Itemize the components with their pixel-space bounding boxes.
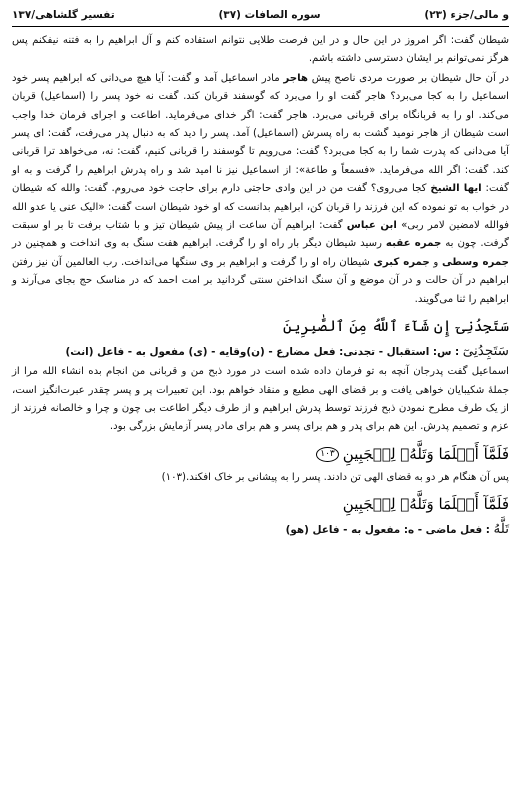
grammar-word: سَتَجِدُنِىٓ (462, 343, 509, 360)
verse-text: فَلَمَّآ أَسۡلَمَا وَتَلَّهُۥ لِلۡجَبِينِ (342, 444, 509, 463)
quran-verse-sabirin: سَتَجِدُنِىٓ إِن شَآءَ ٱللَّهُ مِنَ ٱلصَّٰبِرِينَ (283, 317, 509, 336)
story-bold-jamra-wusta: جمره وسطی (441, 256, 510, 268)
story-text-4: گفت: ابراهیم آن ساعت از پیش شیطان تیز و با شتاب برفت تا بر او سبقت گرفت. چون به (12, 220, 510, 250)
paragraph-satan-story (12, 70, 509, 309)
story-bold-jamra-kubra: جمره کبری (373, 256, 430, 268)
header-part-juz: و مالی/جزء (۲۳) (424, 9, 509, 21)
story-text-6: و (429, 256, 442, 268)
header-book-page: تفسیر گلشاهی/۱۳۷ (12, 9, 115, 21)
grammar-note-tallahu (12, 519, 509, 540)
grammar-note-tajiduni (12, 341, 509, 362)
page-header (12, 0, 509, 27)
story-bold-hajar: هاجر (283, 72, 308, 84)
story-text-3: کجا می‌روی؟ گفت من در این وادی حاجتی دارم برای حاجت خود می‌روم. گفت: والله که شیطان در خواب به تو نموده که این فرزند را قربان کن، ابراهیم بدانست که او خود شیطان است گفت: «الیک عنی یا عدو الله فوالله لامضین لامر ربی» (12, 183, 509, 232)
story-bold-ayuha-sheikh: ایها الشیخ (430, 183, 482, 195)
quran-verse-repeat: فَلَمَّآ أَسۡلَمَا وَتَلَّهُۥ لِلۡجَبِينِ (342, 495, 509, 514)
grammar-analysis: : فعل ماضی - ه: مفعول به - فاعل (هو) (285, 524, 494, 537)
paragraph-verse-translation: پس آن هنگام هر دو به قضای الهی تن دادند. پسر را به پیشانی بر خاک افکند.(۱۰۳) (161, 471, 509, 483)
story-text-5: رسید شیطان دیگر بار راه او را گرفت. ابراهیم هفت سنگ به وی انداخت و همچنین در (12, 238, 386, 250)
story-bold-jamra-aqaba: جمره عقبه (385, 238, 442, 250)
page-body (12, 32, 509, 540)
paragraph-ismail-reply: اسماعیل گفت پدرجان آنچه به تو فرمان داده شده است در مورد ذبح من و قربانی من انجام بده انشاء الله مرا از جملهٔ شکیبایان خواهی یافت و بر قضای الهی مطیع و منقاد خواهم بود. این تعبیرات پر و پسر چقدر عبرت‌انگیز است، از یک طرف مطرح نمودن ذبح فرزند توسط پدرش ابراهیم و از طرف دیگر اطاعت بی چون و چرا و خالصانه فرزند از عزم و تصمیم پدرش. این هم برای پدر و هم برای پسر و هم برای مادر پسر آزمایش بزرگی بود. (12, 366, 509, 433)
quran-verse-103 (12, 441, 509, 467)
header-surah: سوره الصافات (۳۷) (218, 9, 321, 21)
story-text-1: در آن حال شیطان بر صورت مردی ناصح پیش (308, 72, 509, 84)
paragraph-satan-resolve: شیطان گفت: اگر امروز در این حال و در این فرصت طلایی نتوانم استفاده کنم و آل ابراهیم را به فتنه نیفکنم پس هرگز نمی‌توانم بر ایشان دسترسی داشته باشم. (12, 35, 509, 65)
story-text-2: مادر اسماعیل آمد و گفت: آیا هیچ می‌دانی که ابراهیم پسر خود اسماعیل را به کجا می‌برد؟ هاجر گفت او را می‌برد که گوسفند قربان کند. گفت نه خود پسر را (اسماعیل) قربان می‌کند. او را به قربانگاه برای قربانی می‌برد. هاجر گفت: اگر خدای می‌فرماید. اطاعت و اجرای فرمان خدا واجب است شیطان از هاجر نومید گشت به راه پسرش (اسماعیل) آمد. پسر را دید که به دنبال پدر می‌رفت، گفت: ای پسر آیا می‌دانی که پدرت شما را به کجا می‌برد؟ گفت: می‌رویم تا گوسفند را قربانی کنیم، گفت: نه، می‌خواهد ترا قربانی کند. گفت: اگر الله می‌فرماید. «فسمعاً و طاعة»: از اسماعیل نیز نا امید شد و راه پدرش ابراهیم را گرفت و به او گفت: (12, 72, 509, 195)
story-text-7: شیطان راه او را گرفت و ابراهیم بر وی سنگها می‌انداخت. رب العالمین آن نیز رفتن ابراهیم در آن حالت و در آن موضع و آن سنگ انداختن سنتی گردانید بر امت احمد که در مناسک حج بجای می‌آرند و ابراهیم را ثنا می‌گویند. (12, 256, 509, 305)
story-bold-ibn-abbas: ابن عباس (346, 220, 397, 232)
grammar-word: تَلَّهُ (493, 521, 509, 538)
grammar-analysis: : س: استقبال - تجدنی: فعل مضارع - (ن)وقایه - (ی) مفعول به - فاعل (انت) (65, 346, 463, 359)
verse-number-badge: ۱۰۳ (316, 447, 339, 462)
